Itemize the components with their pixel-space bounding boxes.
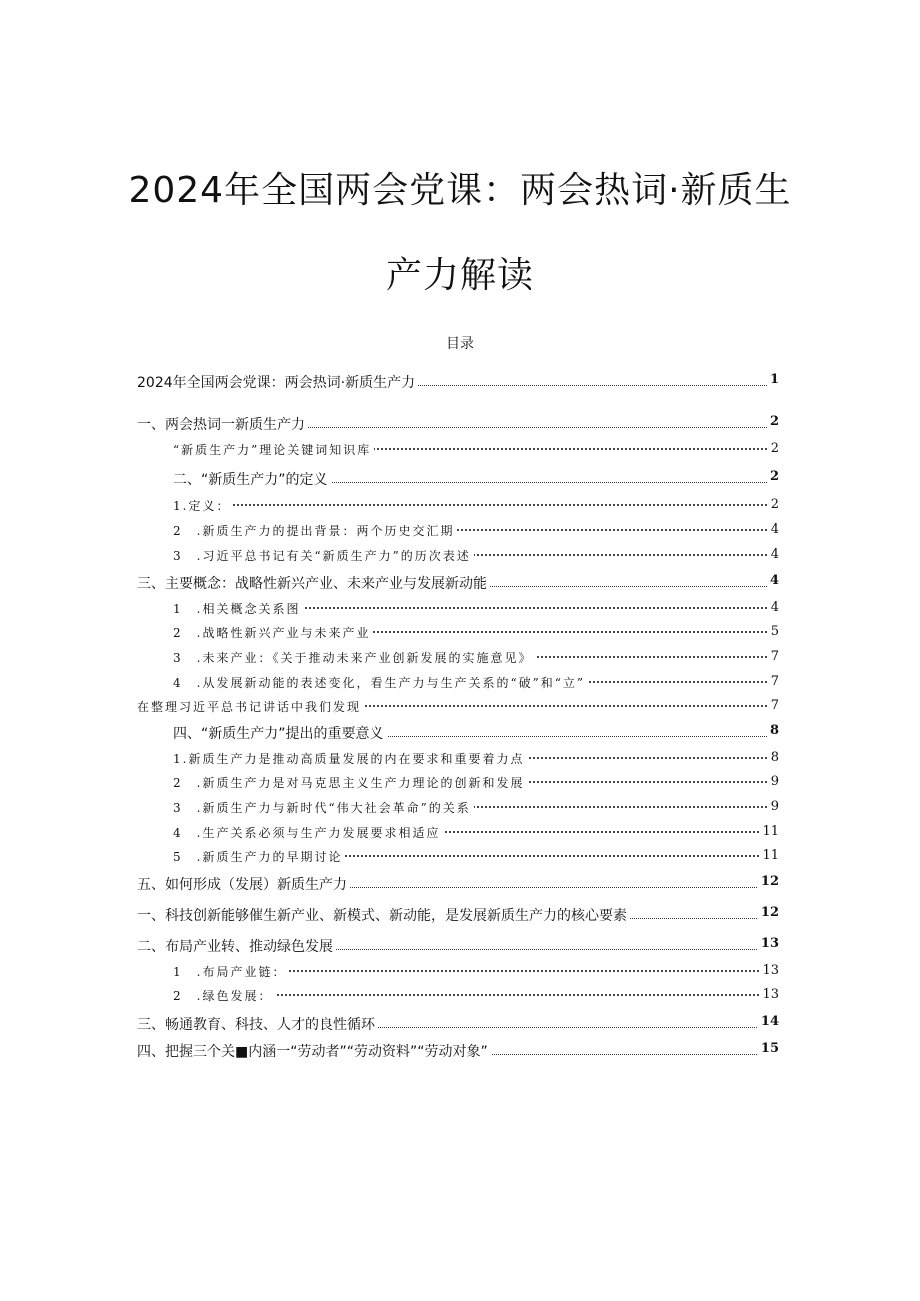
toc-page-number: 8 [768,750,779,765]
toc-entry-text: 2 .绿色发展： [173,987,275,1004]
toc-heading: 目录 [446,336,474,352]
toc-page-number: 2 [767,469,779,484]
toc-entry-text: 1.新质生产力是推动高质量发展的内在要求和重要着力点 [173,750,527,767]
toc-entry[interactable] [0,438,920,460]
toc-page-number: 7 [768,698,779,713]
toc-entry[interactable] [0,747,920,769]
toc-entry-text: 4 .从发展新动能的表述变化，看生产力与生产关系的“破”和“立” [173,674,588,691]
toc-entry-text: 一、两会热词一新质生产力 [137,414,308,434]
toc-page-number: 7 [768,649,779,664]
toc-entry[interactable] [0,872,920,894]
toc-entry-text: 三、主要概念：战略性新兴产业、未来产业与发展新动能 [137,573,490,593]
toc-entry-text: 5 .新质生产力的早期讨论 [173,848,345,865]
toc-entry-text: 二、布局产业转、推动绿色发展 [137,936,336,956]
toc-page-number: 7 [768,674,779,689]
toc-entry[interactable] [0,934,920,956]
toc-entry-text: 3 .习近平总书记有关“新质生产力”的历次表述 [173,547,474,564]
toc-entry[interactable] [0,671,920,693]
toc-page-number: 8 [767,723,779,738]
toc-entry-text: 2 .新质生产力的提出背景：两个历史交汇期 [173,522,457,539]
toc-page-number: 2 [768,497,779,512]
toc-entry[interactable] [0,695,920,717]
toc-entry[interactable] [0,821,920,843]
toc-entry[interactable] [0,721,920,743]
toc-entry[interactable] [0,903,920,925]
toc-page-number: 11 [759,848,779,863]
toc-entry[interactable] [0,646,920,668]
toc-entry-text: 2 .战略性新兴产业与未来产业 [173,624,373,641]
toc-page-number: 11 [759,824,779,839]
toc-page-number: 4 [767,573,779,588]
document-title-line-1: 2024年全国两会党课：两会热词·新质生 [128,170,792,211]
toc-page-number: 2 [767,414,779,429]
toc-entry-text: 三、畅通教育、科技、人才的良性循环 [137,1014,378,1034]
toc-entry-text: “新质生产力”理论关键词知识库 [173,441,374,458]
toc-page-number: 5 [768,624,779,639]
toc-page-number: 12 [758,874,779,889]
toc-entry-text: 1 .相关概念关系图 [173,600,303,617]
toc-entry[interactable] [0,571,920,593]
toc-entry[interactable] [0,621,920,643]
toc-entry-text: 4 .生产关系必须与生产力发展要求相适应 [173,824,443,841]
toc-entry-text: 3 .新质生产力与新时代“伟大社会革命”的关系 [173,799,474,816]
toc-page-number: 14 [758,1014,779,1029]
toc-entry[interactable] [0,845,920,867]
toc-entry[interactable] [0,467,920,489]
toc-page-number: 4 [768,547,779,562]
toc-entry-text: 1.定义： [173,497,233,514]
toc-entry[interactable] [0,412,920,434]
toc-entry-text: 2 .新质生产力是对马克思主义生产力理论的创新和发展 [173,774,527,791]
toc-page-number: 4 [768,522,779,537]
toc-entry-text: 四、“新质生产力”提出的重要意义 [173,723,387,743]
toc-entry[interactable] [0,984,920,1006]
toc-entry-text: 二、“新质生产力”的定义 [173,469,331,489]
toc-entry[interactable] [0,494,920,516]
toc-entry[interactable] [0,960,920,982]
toc-entry-text: 五、如何形成（发展）新质生产力 [137,874,350,894]
toc-entry[interactable] [0,1012,920,1034]
toc-dot-leader [173,504,779,506]
document-title-line-2: 产力解读 [385,255,534,296]
toc-page-number: 15 [758,1041,779,1056]
toc-page-number: 4 [768,600,779,615]
toc-page-number: 12 [758,905,779,920]
toc-entry[interactable] [0,597,920,619]
toc-page-number: 13 [758,936,779,951]
toc-entry-text: 3 .未来产业：《关于推动未来产业创新发展的实施意见》 [173,649,535,666]
toc-entry-text: 四、把握三个关■内涵一“劳动者”“劳动资料”“劳动对象” [137,1041,491,1061]
toc-page-number: 1 [767,372,779,387]
toc-page-number: 9 [768,774,779,789]
toc-entry-text: 在整理习近平总书记讲话中我们发现 [137,698,364,715]
toc-entry[interactable] [0,519,920,541]
toc-page-number: 13 [759,963,779,978]
toc-entry[interactable] [0,544,920,566]
toc-page-number: 2 [768,441,779,456]
toc-entry[interactable] [0,796,920,818]
toc-entry[interactable] [0,771,920,793]
toc-entry-text: 2024年全国两会党课：两会热词·新质生产力 [137,372,418,392]
toc-entry[interactable] [0,370,920,392]
toc-entry-text: 一、科技创新能够催生新产业、新模式、新动能，是发展新质生产力的核心要素 [137,905,630,925]
toc-page-number: 9 [768,799,779,814]
toc-page-number: 13 [759,987,779,1002]
toc-entry[interactable] [0,1039,920,1061]
toc-entry-text: 1 .布局产业链： [173,963,289,980]
